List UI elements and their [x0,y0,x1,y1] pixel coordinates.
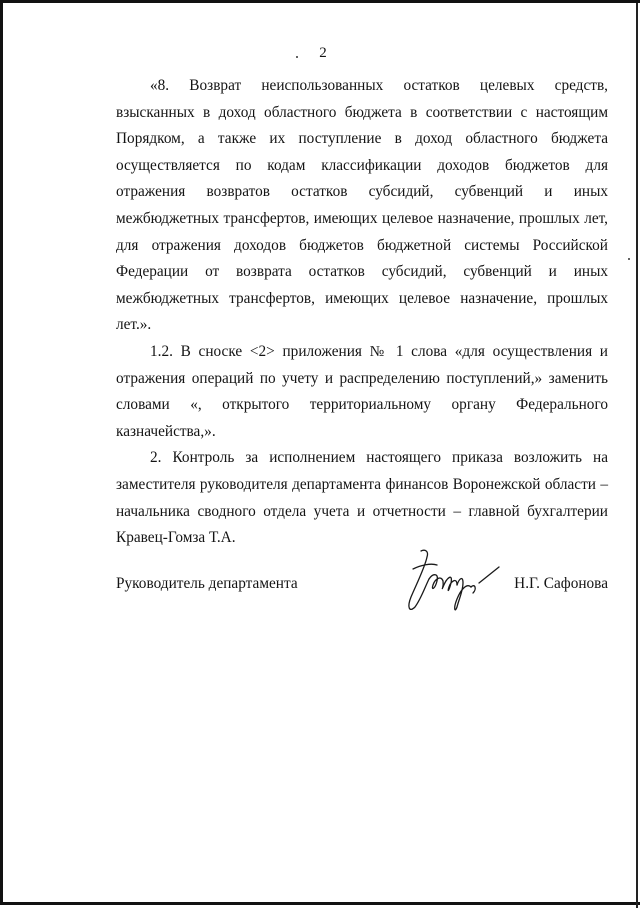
scan-edge [636,3,638,908]
signer-position: Руководитель департамента [116,575,298,592]
page-number: 2 [319,45,327,61]
scan-speck [628,258,630,260]
signature-block [116,569,608,649]
signer-name: Н.Г. Сафонова [514,575,608,592]
handwritten-signature [399,539,509,629]
document-body [116,73,608,552]
paragraph-control-clause: 2. Контроль за исполнением настоящего приказа возложить на заместителя руководителя департамента финансов Воронежской области – начальника сводного отдела учета и отчетности – главной бухгалтерии Кравец-Гомза Т.А. [116,449,608,547]
paragraph-return-of-funds: «8. Возврат неиспользованных остатков целевых средств, взысканных в доход областного бюджета в соответствии с настоящим Порядком, а также их поступление в доход областного бюджета осуществляется по кодам классификации доходов бюджетов для отражения возвратов остатков субсидий, субвенций и иных межбюджетных трансфертов, имеющих целевое назначение, прошлых лет, для отражения доходов бюджетов бюджетной системы Российской Федерации от возврата остатков субсидий, субвенций и иных межбюджетных трансфертов, имеющих целевое назначение, прошлых лет.». [116,77,608,334]
paragraph-footnote-amendment: 1.2. В сноске <2> приложения № 1 слова «для осуществления и отражения операций по учету и распределению поступлений,» заменить словами «, открытого территориальному органу Федерального казначейства,». [116,342,608,440]
